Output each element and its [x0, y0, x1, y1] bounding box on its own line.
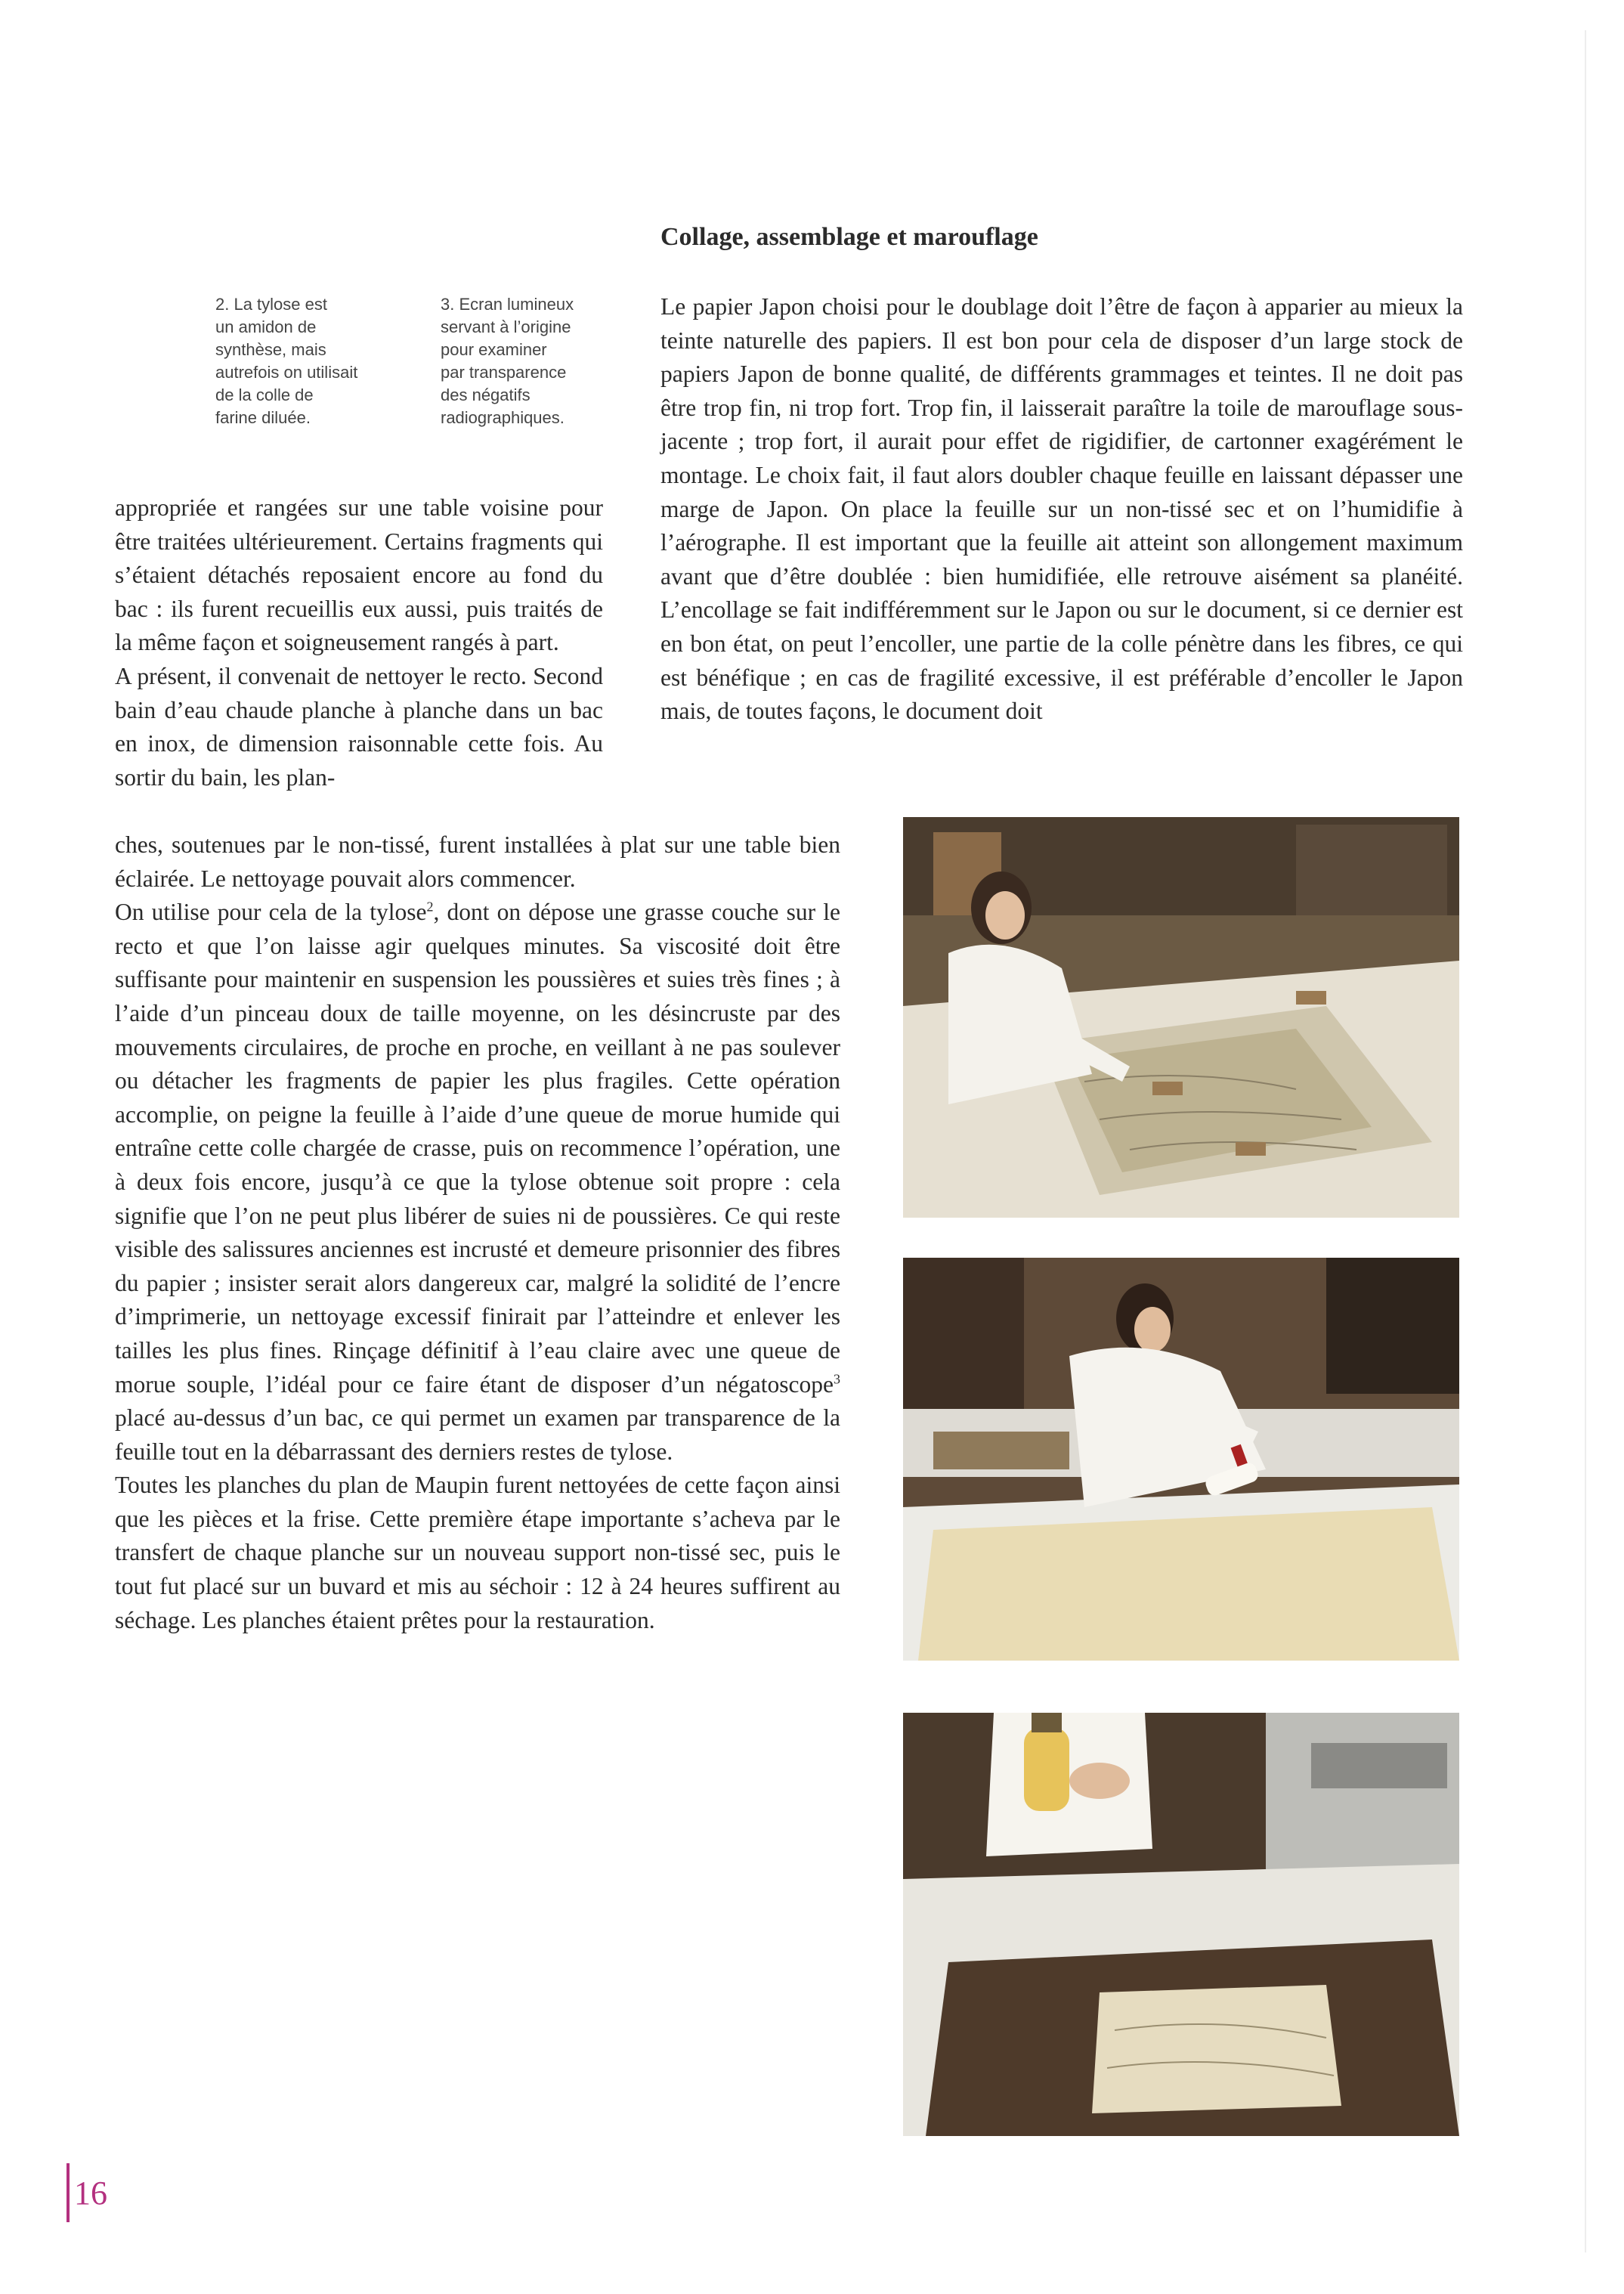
- page-number-text: 16: [74, 2174, 107, 2212]
- footnote-ref: 2: [426, 899, 434, 915]
- photo-spraying-paper: [903, 1713, 1459, 2136]
- paragraph: Le papier Japon choisi pour le doublage doit l’être de façon à apparier au mieux la teinte naturelle des papiers. Il est bon pour cela de disposer d’un large stock de papiers Japon de bonne qualité, de différents grammages et teintes. Il ne doit pas être trop fin, ni trop fort. Trop fin, il laisserait paraître la toile de marouflage sous-jacente ; trop fort, il aurait pour effet de rigidifier, de cartonner exagérément le montage. Le choix fait, il faut alors doubler chaque feuille en laissant dépasser une marge de Japon. On place la feuille sur un non-tissé sec et on l’humidifie à l’aérographe. Il est important que la feuille ait atteint son allongement maximum avant que d’être doublée : bien humidifiée, elle retrouve aisément sa planéité. L’encollage se fait indifféremment sur le Japon ou sur le document, si ce dernier est en bon état, on peut l’encoller, une partie de la colle pénètre dans les fibres, ce qui est bénéfique ; en cas de fragilité excessive, il est préférable d’encoller le Japon mais, de toutes façons, le document doit: [660, 293, 1463, 725]
- photo-restorer-rolling-paper: [903, 1258, 1459, 1661]
- left-column-bottom: [115, 828, 840, 1637]
- footnote-ref: 3: [834, 1371, 840, 1386]
- page-edge-line: [1585, 30, 1586, 2252]
- section-heading: Collage, assemblage et marouflage: [660, 223, 1038, 251]
- text-run: placé au-dessus d’un bac, ce qui permet un examen par transparence de la feuille tout en la débarrassant des derniers restes de tylose.: [115, 1404, 840, 1465]
- footnote-2: 2. La tylose est un amidon de synthèse, mais autrefois on utilisait de la colle de farine diluée.: [215, 295, 358, 427]
- paragraph: ches, soutenues par le non-tissé, furent installées à plat sur une table bien éclairée. Le nettoyage pouvait alors commencer.: [115, 831, 840, 892]
- left-column-top: [115, 491, 603, 794]
- paragraph: A présent, il convenait de nettoyer le recto. Second bain d’eau chaude planche à planche dans un bac en inox, de dimension raisonnable cette fois. Au sortir du bain, les plan-: [115, 662, 603, 791]
- photo-restorer-assembling-sheets: [903, 817, 1459, 1218]
- text-run: On utilise pour cela de la tylose: [115, 899, 427, 926]
- text-run: , dont on dépose une grasse couche sur le recto et que l’on laisse agir quelques minutes. Sa viscosité doit être suffisante pour maintenir en suspension les poussières et suies très fines ; à l’aide d’un pinceau doux de taille moyenne, on les désincruste par des mouvements circulaires, de proche en proche, en veillant à ne pas soulever ou détacher les fragments de papier les plus fragiles. Cette opération accomplie, on peigne la feuille à l’aide d’une queue de morue humide qui entraîne cette colle chargée de crasse, puis on recommence l’opération, une à deux fois encore, jusqu’à ce que la tylose obtenue soit propre : cela signifie que l’on ne peut plus libérer de suies ni de poussières. Ce qui reste visible des salissures anciennes est incrusté et demeure prisonnier des fibres du papier ; insister serait alors dangereux car, malgré la solidité de l’encre d’imprimerie, un nettoyage excessif finirait par l’atteindre et enlever les tailles les plus fines. Rinçage définitif à l’eau claire avec une queue de morue souple, l’idéal pour ce faire étant de disposer d’un négatoscope: [115, 899, 840, 1398]
- paragraph: [115, 896, 840, 1469]
- page-number: [67, 2163, 107, 2222]
- paragraph: Toutes les planches du plan de Maupin furent nettoyées de cette façon ainsi que les pièces et la frise. Cette première étape importante s’acheva par le transfert de chaque planche sur un nouveau support non-tissé sec, puis le tout fut placé sur un buvard et mis au séchoir : 12 à 24 heures suffirent au séchage. Les planches étaient prêtes pour la restauration.: [115, 1472, 840, 1633]
- right-column: [660, 290, 1463, 729]
- paragraph: appropriée et rangées sur une table voisine pour être traitées ultérieurement. Certains fragments qui s’étaient détachés reposaient encore au fond du bac : ils furent recueillis eux aussi, puis traités de la même façon et soigneusement rangés à part.: [115, 494, 603, 656]
- footnote-3: 3. Ecran lumineux servant à l’origine pour examiner par transparence des négatifs radiographiques.: [441, 295, 574, 427]
- page-number-bar: [67, 2163, 70, 2222]
